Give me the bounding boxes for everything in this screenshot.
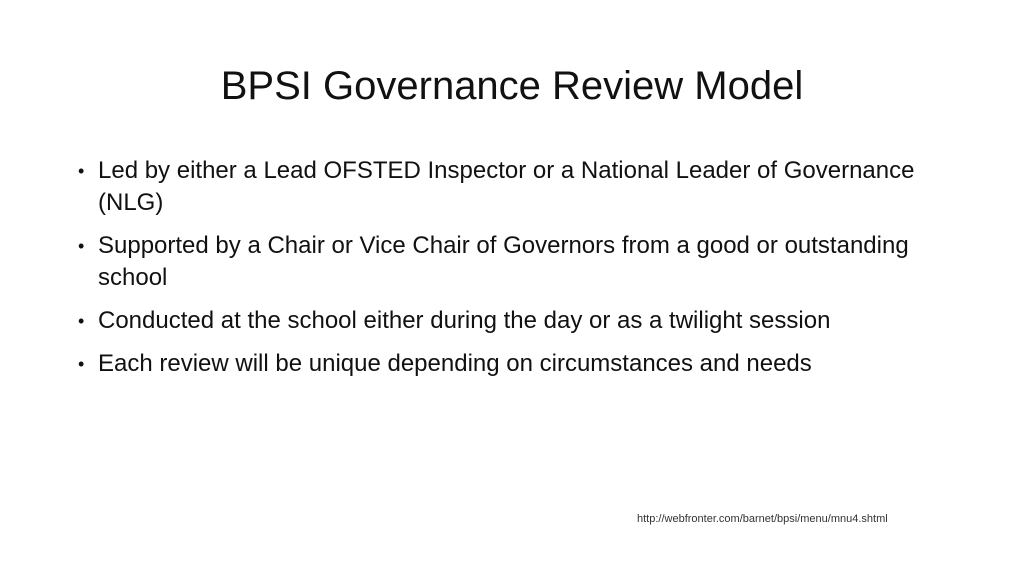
bullet-item (72, 155, 972, 219)
bullet-text: Led by either a Lead OFSTED Inspector or a National Leader of Governance (NLG) (98, 157, 915, 216)
bullet-text: Supported by a Chair or Vice Chair of Governors from a good or outstanding school (98, 232, 909, 291)
bullet-icon: • (78, 354, 85, 374)
slide-title: BPSI Governance Review Model (220, 64, 804, 108)
bullet-item (72, 230, 972, 294)
bullet-item (72, 348, 972, 380)
bullet-icon: • (78, 311, 85, 331)
bullet-icon: • (78, 161, 85, 181)
bullet-item (72, 305, 972, 337)
bullet-icon: • (78, 236, 85, 256)
bullet-text: Conducted at the school either during the day or as a twilight session (98, 307, 831, 334)
bullet-text: Each review will be unique depending on circumstances and needs (98, 350, 812, 377)
footer-link[interactable]: http://webfronter.com/barnet/bpsi/menu/mnu4.shtml (637, 513, 888, 525)
bullet-list (72, 155, 972, 391)
